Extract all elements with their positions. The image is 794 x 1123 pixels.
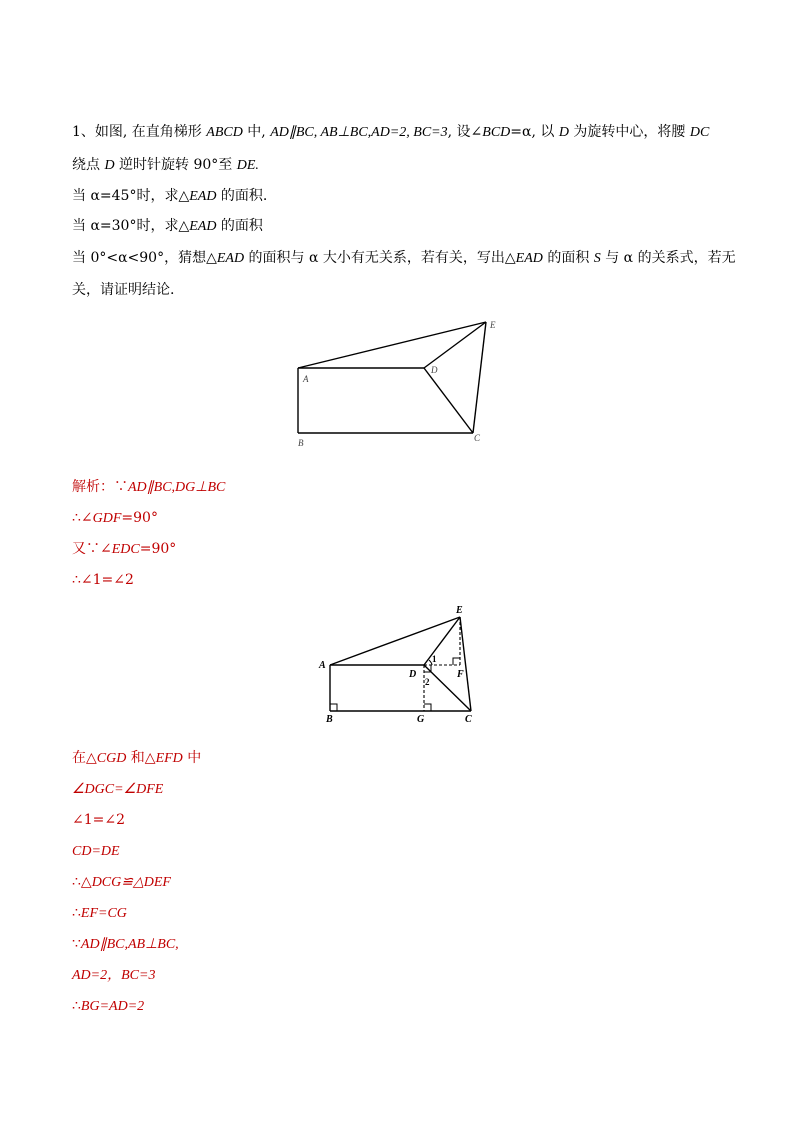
segment-ae: [298, 322, 486, 368]
segment-ae: [330, 617, 460, 665]
math: EDC: [111, 542, 140, 557]
text: 1、如图, 在直角梯形: [72, 124, 207, 140]
math: EAD: [189, 219, 217, 234]
math: DE.: [236, 158, 259, 173]
solution-line-6: [72, 779, 163, 800]
math: BCD: [482, 125, 511, 140]
solution-line-8: [72, 841, 120, 862]
text: , 设∠: [447, 124, 483, 140]
problem-line-6: [72, 280, 174, 300]
math: EAD: [216, 251, 245, 266]
label-g: G: [417, 714, 425, 725]
math: EF=CG: [80, 906, 127, 921]
text: ∴∠: [72, 510, 93, 526]
text: 的面积与 α 大小有无关系，若有关，写出△: [244, 250, 516, 266]
math: EFD: [155, 751, 183, 766]
text: ∴∠1=∠2: [72, 572, 134, 588]
solution-line-11: [72, 934, 179, 955]
angle-label-1: 1: [432, 654, 437, 664]
math: EAD: [515, 251, 543, 266]
problem-line-3: [72, 186, 267, 207]
math: DC: [689, 125, 710, 140]
math: CD=DE: [72, 844, 120, 859]
right-angle-f: [453, 658, 460, 665]
label-e: E: [490, 320, 496, 330]
label-a: A: [303, 374, 309, 384]
text: 当 0°<α<90°，猜想△: [72, 250, 217, 266]
solution-line-2: [72, 508, 158, 529]
text: =α, 以: [510, 124, 559, 140]
math: DCG≌△DEF: [91, 875, 171, 890]
text: 当 α=45°时，求△: [72, 188, 190, 204]
right-angle-g: [424, 704, 431, 711]
label-d: D: [431, 365, 438, 375]
math: D: [104, 158, 115, 173]
text: =90°: [121, 510, 158, 526]
text: 关，请证明结论.: [72, 282, 175, 298]
text: 的面积: [216, 218, 263, 234]
solution-line-7: [72, 810, 125, 830]
text: 和△: [126, 750, 156, 766]
problem-line-2: [72, 155, 259, 176]
math: AD∥BC, AB⊥BC,AD=2, BC=3: [270, 125, 448, 140]
problem-line-5: [72, 248, 736, 269]
text: 与 α 的关系式，若无: [600, 250, 736, 266]
angle-label-2: 2: [425, 677, 430, 687]
math: AD=2，BC=3: [72, 968, 156, 983]
figure-1-trapezoid: [290, 315, 510, 450]
label-f: F: [457, 669, 464, 680]
text: 为旋转中心，将腰: [568, 124, 690, 140]
text: 中,: [242, 124, 271, 140]
solution-line-3: [72, 539, 176, 560]
solution-line-9: [72, 872, 171, 893]
text: ∴: [72, 905, 81, 921]
math: GDF: [92, 511, 122, 526]
math: ABCD: [206, 125, 243, 140]
math: S: [593, 251, 601, 266]
label-c: C: [474, 433, 481, 443]
right-angle-b: [330, 704, 337, 711]
text: 中: [182, 750, 202, 766]
text: 在△: [72, 750, 97, 766]
math: D: [558, 125, 569, 140]
figure-2-proof: [315, 600, 485, 730]
math: AD∥BC,DG⊥BC: [128, 480, 226, 495]
math: AD∥BC,AB⊥BC,: [80, 937, 179, 952]
problem-line-4: [72, 216, 263, 237]
label-b: B: [298, 438, 304, 448]
solution-line-1: [72, 477, 225, 498]
solution-line-4: [72, 570, 134, 590]
label-b: B: [326, 714, 333, 725]
text: 的面积: [542, 250, 594, 266]
text: 当 α=30°时，求△: [72, 218, 190, 234]
math: BG=AD=2: [80, 999, 145, 1014]
text: 逆时针旋转 90°至: [114, 157, 237, 173]
text: 又∵∠: [72, 541, 112, 557]
math: ∠DGC=∠DFE: [72, 782, 164, 797]
label-e: E: [456, 605, 463, 616]
solution-line-13: [72, 996, 144, 1017]
text: ∴: [72, 998, 81, 1014]
solution-line-5: [72, 748, 201, 769]
segment-ec: [473, 322, 486, 433]
text: =90°: [139, 541, 177, 557]
text: ∴△: [72, 874, 92, 890]
label-c: C: [465, 714, 472, 725]
math: EAD: [189, 189, 217, 204]
solution-line-12: [72, 965, 155, 986]
segment-dc: [424, 368, 473, 433]
text: 绕点: [72, 157, 105, 173]
solution-line-10: [72, 903, 127, 924]
text: ∠1=∠2: [72, 812, 126, 828]
text: 的面积.: [216, 188, 268, 204]
text: ∵: [72, 936, 81, 952]
label-d: D: [409, 669, 417, 680]
segment-ec: [460, 617, 471, 711]
problem-line-1: [72, 122, 709, 143]
math: CGD: [96, 751, 127, 766]
text: 解析：∵: [72, 479, 128, 495]
label-a: A: [319, 660, 326, 671]
